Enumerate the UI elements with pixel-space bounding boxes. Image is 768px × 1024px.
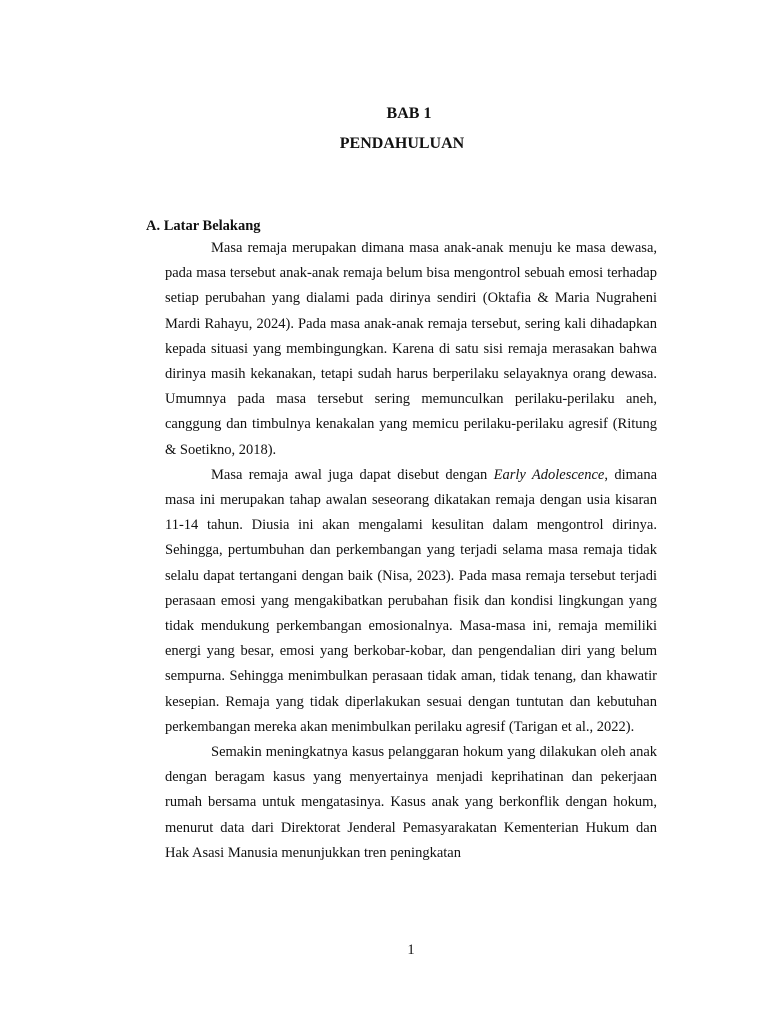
paragraph-3: Semakin meningkatnya kasus pelanggaran hokum yang dilakukan oleh anak dengan beragam kasus yang menyertainya menjadi keprihatinan dan pekerjaan rumah bersama untuk mengatasinya. Kasus anak yang berkonflik dengan hokum, menurut data dari Direktorat Jenderal Pemasyarakatan Kementerian Hukum dan Hak Asasi Manusia menunjukkan tren peningkatan [165,744,657,861]
paragraph-2-text-after: , dimana masa ini merupakan tahap awalan seseorang dikatakan remaja dengan usia kisaran 11-14 tahun. Diusia ini akan mengalami kesulitan dalam mengontrol dirinya. Sehingga, pertumbuhan dan perkembangan yang terjadi selama masa remaja tidak selalu dapat tertangani dengan baik (Nisa, 2023). Pada masa remaja tersebut terjadi perasaan emosi yang mengakibatkan perubahan fisik dan kondisi lingkungan yang tidak mendukung perkembangan emosionalnya. Masa-masa ini, remaja memiliki energi yang besar, emosi yang berkobar-kobar, dan pengendalian diri yang belum sempurna. Sehingga menimbulkan perasaan tidak aman, tidak tenang, dan khawatir kesepian. Remaja yang tidak diperlakukan sesuai dengan tuntutan dan kebutuhan perkembangan mereka akan menimbulkan perilaku agresif (Tarigan et al., 2022). [165,466,658,735]
chapter-number: BAB 1 [386,105,432,122]
chapter-title: PENDAHULUAN [339,135,465,152]
paragraph-2 [165,463,657,740]
paragraph-1: Masa remaja merupakan dimana masa anak-anak menuju ke masa dewasa, pada masa tersebut anak-anak remaja belum bisa mengontrol sebuah emosi terhadap setiap perubahan yang dialami pada dirinya sendiri (Oktafia & Maria Nugraheni Mardi Rahayu, 2024). Pada masa anak-anak remaja tersebut, sering kali dihadapkan kepada situasi yang membingungkan. Karena di satu sisi remaja merasakan bahwa dirinya masih kekanakan, tetapi sudah harus berperilaku selayaknya orang dewasa. Umumnya pada masa tersebut sering memunculkan perilaku-perilaku aneh, canggung dan timbulnya kenakalan yang memicu perilaku-perilaku agresif (Ritung & Soetikno, 2018). [165,240,657,458]
page-number: 1 [407,942,415,958]
section-heading: A. Latar Belakang [146,218,261,234]
body-text [165,236,657,866]
paragraph-2-text-before: Masa remaja awal juga dapat disebut dengan [211,466,494,483]
paragraph-2-italic-term: Early Adolescence [493,466,605,483]
